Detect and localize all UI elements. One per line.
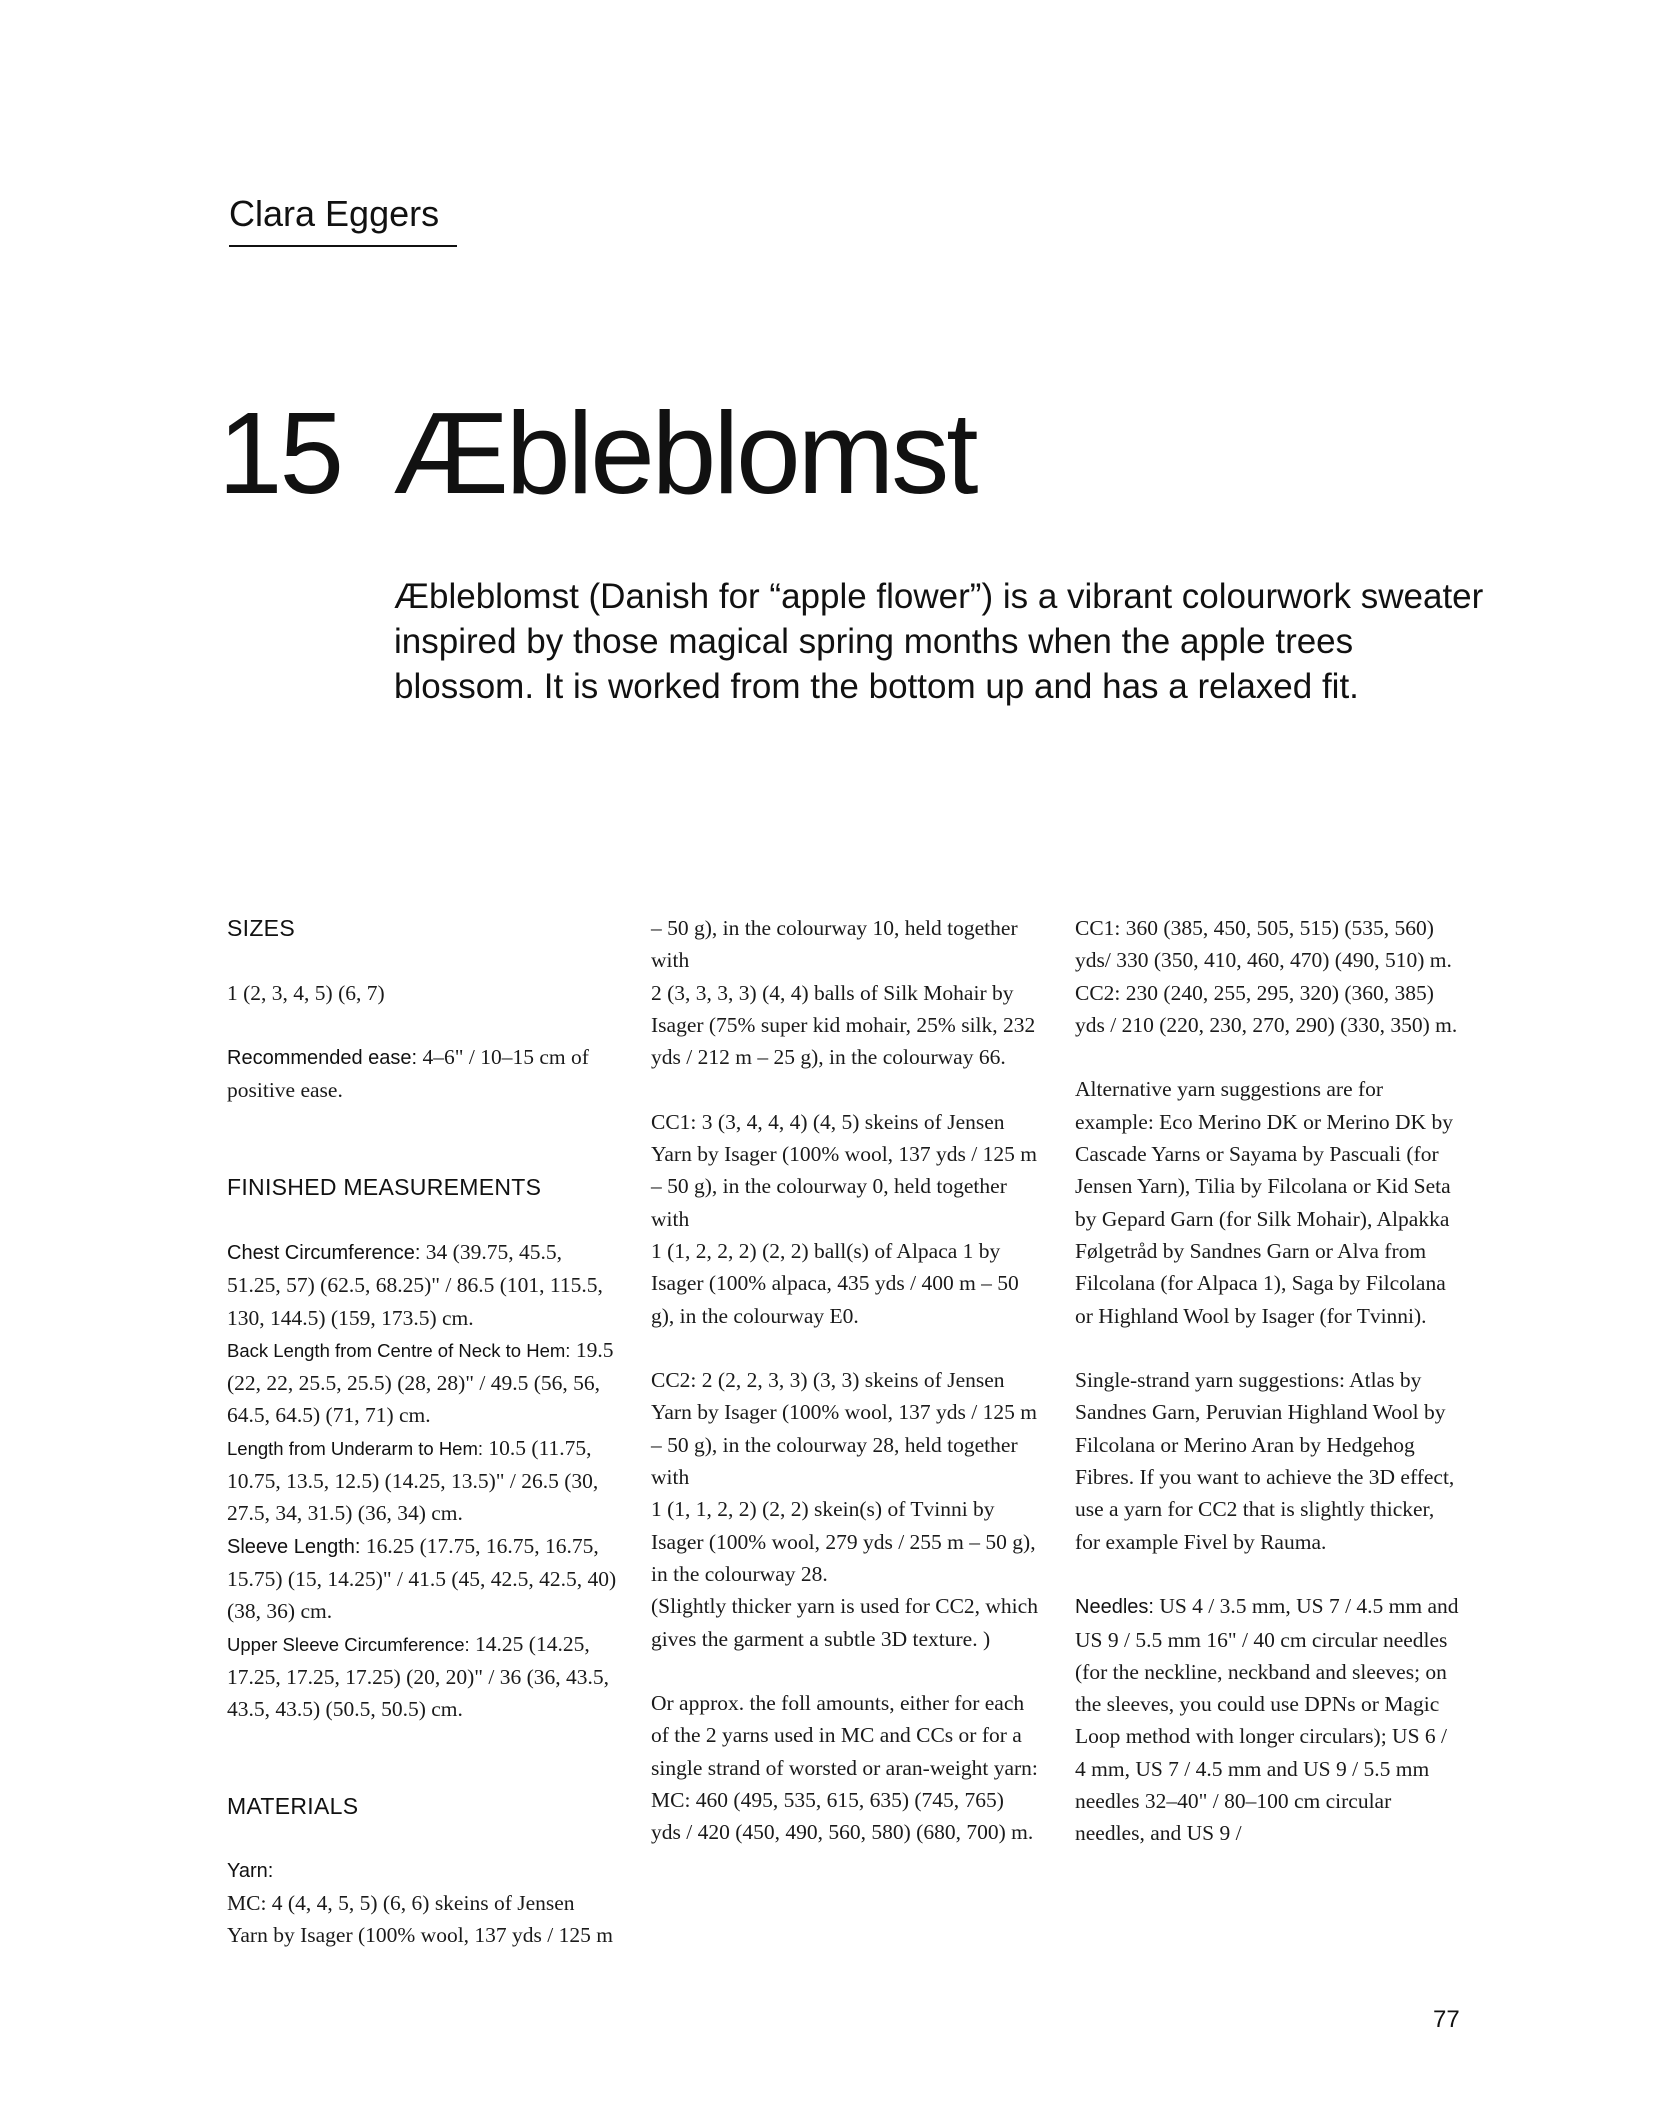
measurement-underarm-length	[227, 1432, 619, 1530]
approx-mc: MC: 460 (495, 535, 615, 635) (745, 765) yds / 420 (450, 490, 560, 580) (680, 700) m.	[651, 1788, 1034, 1845]
materials-heading: MATERIALS	[227, 1793, 359, 1820]
measurements-heading: FINISHED MEASUREMENTS	[227, 1174, 542, 1201]
approx-amounts-intro: Or approx. the foll amounts, either for each of the 2 yarns used in MC and CCs or for a single strand of worsted or aran-weight yarn:	[651, 1691, 1038, 1780]
needles	[1075, 1590, 1463, 1849]
yarn-mc-mohair: 2 (3, 3, 3, 3) (4, 4) balls of Silk Mohair by Isager (75% super kid mohair, 25% silk, 232 yds / 212 m – 25 g), in the colourway 66.	[651, 980, 1036, 1070]
column-2	[651, 912, 1039, 1849]
approx-cc2: CC2: 230 (240, 255, 295, 320) (360, 385) yds / 210 (220, 230, 270, 290) (330, 350) m.	[1075, 980, 1458, 1037]
page-number: 77	[1433, 2006, 1460, 2033]
yarn-mc-continued: – 50 g), in the colourway 10, held together with	[651, 916, 1018, 973]
yarn-cc2-note: (Slightly thicker yarn is used for CC2, which gives the garment a subtle 3D texture. )	[651, 1594, 1038, 1651]
ease-label: Recommended ease:	[227, 1047, 418, 1070]
yarn-cc1: CC1: 3 (3, 4, 4, 4) (4, 5) skeins of Jensen Yarn by Isager (100% wool, 137 yds / 125 m – 50 g), in the colourway 0, held together with	[651, 1109, 1037, 1231]
measurement-chest	[227, 1236, 619, 1334]
measurement-label: Sleeve Length:	[227, 1535, 361, 1558]
pattern-title: Æbleblomst	[393, 388, 976, 518]
approx-cc1: CC1: 360 (385, 450, 505, 515) (535, 560) yds/ 330 (350, 410, 460, 470) (490, 510) m.	[1075, 916, 1452, 973]
author-underline	[229, 245, 457, 247]
yarn-cc2-tvinni: 1 (1, 1, 2, 2) (2, 2) skein(s) of Tvinni by Isager (100% wool, 279 yds / 255 m – 50 g), in the colourway 28.	[651, 1497, 1036, 1586]
yarn-label: Yarn:	[227, 1859, 274, 1882]
measurement-label: Upper Sleeve Circumference:	[227, 1633, 470, 1655]
single-strand-yarns: Single-strand yarn suggestions: Atlas by Sandnes Garn, Peruvian Highland Wool by Filcolana or Merino Aran by Hedgehog Fibres. If you want to achieve the 3D effect, use a yarn for CC2 that is slightly thicker, for example Fivel by Rauma.	[1075, 1368, 1455, 1554]
sizes-list: 1 (2, 3, 4, 5) (6, 7)	[227, 980, 385, 1005]
measurement-value: 34 (39.75, 45.5, 51.25, 57) (62.5, 68.25)" / 86.5 (101, 115.5, 130, 144.5) (159, 173.5) cm.	[227, 1239, 603, 1330]
measurement-sleeve-length	[227, 1530, 619, 1628]
yarn-cc2: CC2: 2 (2, 2, 3, 3) (3, 3) skeins of Jensen Yarn by Isager (100% wool, 137 yds / 125 m – 50 g), in the colourway 28, held together with	[651, 1368, 1037, 1490]
measurement-value: 10.5 (11.75, 10.75, 13.5, 12.5) (14.25, 13.5)" / 26.5 (30, 27.5, 34, 31.5) (36, 34) cm.	[227, 1435, 599, 1526]
column-1	[227, 912, 619, 1952]
measurement-label: Back Length from Centre of Neck to Hem:	[227, 1339, 571, 1361]
measurement-back-length	[227, 1334, 619, 1432]
measurement-upper-sleeve	[227, 1628, 619, 1726]
alternative-yarns: Alternative yarn suggestions are for example: Eco Merino DK or Merino DK by Cascade Yarns or Sayama by Pascuali (for Jensen Yarn), Tilia by Filcolana or Kid Seta by Gepard Garn (for Silk Mohair), Alpakka Følgetråd by Sandnes Garn or Alva from Filcolana (for Alpaca 1), Saga by Filcolana or Highland Wool by Isager (for Tvinni).	[1075, 1077, 1453, 1328]
measurement-label: Length from Underarm to Hem:	[227, 1437, 484, 1459]
yarn-cc1-alpaca: 1 (1, 2, 2, 2) (2, 2) ball(s) of Alpaca 1 by Isager (100% alpaca, 435 yds / 400 m – 50 g), in the colourway E0.	[651, 1238, 1019, 1328]
measurement-value: 14.25 (14.25, 17.25, 17.25, 17.25) (20, 20)" / 36 (36, 43.5, 43.5, 43.5) (50.5, 50.5) cm.	[227, 1631, 610, 1722]
measurement-value: 19.5 (22, 22, 25.5, 25.5) (28, 28)" / 49.5 (56, 56, 64.5, 64.5) (71, 71) cm.	[227, 1337, 614, 1428]
measurement-value: 16.25 (17.75, 16.75, 16.75, 15.75) (15, 14.25)" / 41.5 (45, 42.5, 42.5, 40) (38, 36) cm.	[227, 1533, 617, 1624]
needles-value: US 4 / 3.5 mm, US 7 / 4.5 mm and US 9 / 5.5 mm 16" / 40 cm circular needles (for the neckline, neckband and sleeves; on the sleeves, you could use DPNs or Magic Loop method with longer circulars); US 6 / 4 mm, US 7 / 4.5 mm and US 9 / 5.5 mm needles 32–40" / 80–100 cm circular needles, and US 9 /	[1075, 1594, 1459, 1846]
needles-label: Needles:	[1075, 1596, 1154, 1619]
pattern-number: 15	[218, 388, 342, 518]
sizes-heading: SIZES	[227, 915, 295, 941]
column-3	[1075, 912, 1463, 1850]
ease-value: 4–6" / 10–15 cm of positive ease.	[227, 1045, 589, 1103]
author-name: Clara Eggers	[229, 193, 440, 234]
measurement-label: Chest Circumference:	[227, 1241, 421, 1264]
yarn-mc-start: MC: 4 (4, 4, 5, 5) (6, 6) skeins of Jensen Yarn by Isager (100% wool, 137 yds / 125 m	[227, 1890, 613, 1948]
recommended-ease	[227, 1041, 619, 1107]
pattern-intro: Æbleblomst (Danish for “apple flower”) is a vibrant colourwork sweater inspired by those magical spring months when the apple trees blossom. It is worked from the bottom up and has a relaxed fit.	[394, 577, 1484, 706]
